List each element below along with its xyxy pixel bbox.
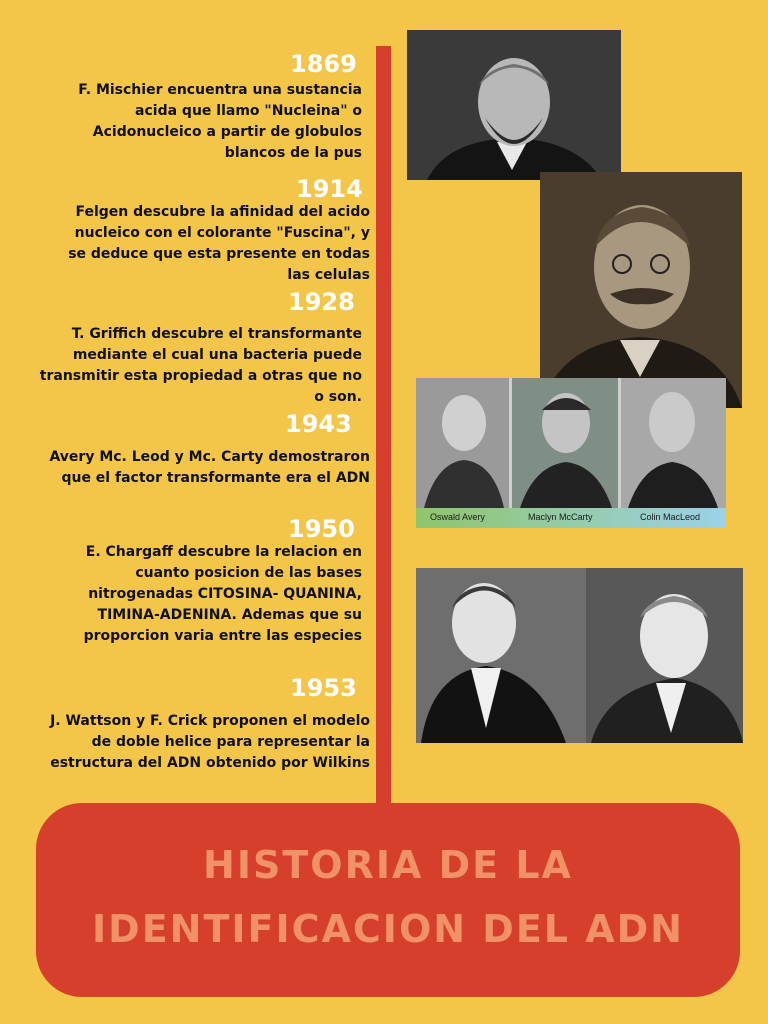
event-1943 <box>20 447 370 489</box>
event-line: proporcion varia entre las especies <box>83 628 362 644</box>
year-1928: 1928 <box>288 288 355 316</box>
event-line: cuanto posicion de las bases <box>135 565 362 581</box>
duo-photo-1953 <box>416 568 743 743</box>
event-line: de doble helice para representar la <box>91 734 370 750</box>
caption-colin-macleod: Colin MacLeod <box>640 512 701 522</box>
year-1943: 1943 <box>285 410 352 438</box>
event-1950 <box>12 542 362 647</box>
title-line-2: IDENTIFICACION DEL ADN <box>92 907 684 951</box>
title-line-1: HISTORIA DE LA <box>203 843 573 887</box>
event-line: T. Griffich descubre el transformante <box>71 326 362 342</box>
portrait-photo-1869 <box>407 30 621 180</box>
title-banner <box>36 803 740 997</box>
year-1950: 1950 <box>288 515 355 543</box>
event-1869 <box>12 80 362 164</box>
event-line: J. Wattson y F. Crick proponen el modelo <box>50 713 370 729</box>
caption-maclyn-mccarty: Maclyn McCarty <box>528 512 593 522</box>
event-1914 <box>20 202 370 286</box>
event-line: blancos de la pus <box>224 145 362 161</box>
event-line: F. Mischier encuentra una sustancia <box>78 82 362 98</box>
event-line: E. Chargaff descubre la relacion en <box>85 544 362 560</box>
event-line: Acidonucleico a partir de globulos <box>92 124 362 140</box>
event-line: TIMINA-ADENINA. Ademas que su <box>97 607 362 623</box>
event-1928 <box>12 324 362 408</box>
photo-caption-bar <box>416 508 726 528</box>
event-line: que el factor transformante era el ADN <box>61 470 370 486</box>
event-line: nitrogenadas CITOSINA- QUANINA, <box>88 586 362 602</box>
year-1869: 1869 <box>290 50 357 78</box>
year-1953: 1953 <box>290 674 357 702</box>
timeline-line <box>376 46 391 806</box>
event-line: Avery Mc. Leod y Mc. Carty demostraron <box>49 449 370 465</box>
event-line: Felgen descubre la afinidad del acido <box>75 204 370 220</box>
event-line: mediante el cual una bacteria puede <box>72 347 362 363</box>
event-line: acida que llamo "Nucleina" o <box>135 103 362 119</box>
event-line: estructura del ADN obtenido por Wilkins <box>50 755 370 771</box>
event-1953 <box>20 711 370 774</box>
event-line: nucleico con el colorante "Fuscina", y <box>74 225 370 241</box>
group-photo-1943 <box>416 378 726 528</box>
caption-oswald-avery: Oswald Avery <box>430 512 485 522</box>
event-line: o son. <box>314 389 362 405</box>
event-line: las celulas <box>287 267 370 283</box>
event-line: transmitir esta propiedad a otras que no <box>39 368 362 384</box>
event-line: se deduce que esta presente en todas <box>68 246 370 262</box>
year-1914: 1914 <box>296 175 363 203</box>
portrait-photo-1914 <box>540 172 742 408</box>
